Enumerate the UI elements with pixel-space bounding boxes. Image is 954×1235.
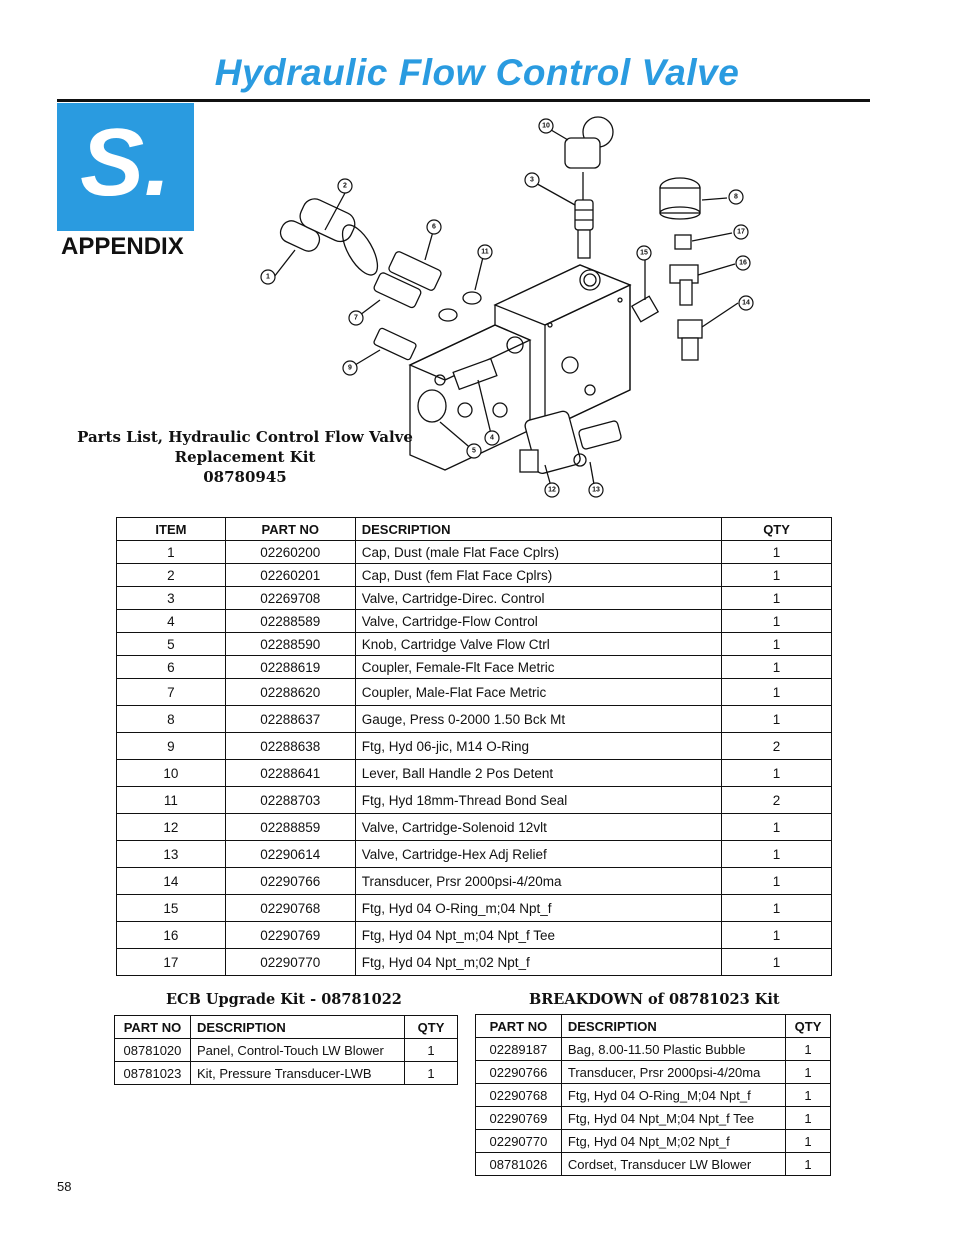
callout-14 bbox=[739, 296, 753, 310]
cell-part-no: 02269708 bbox=[225, 587, 355, 610]
cell-qty: 1 bbox=[722, 564, 832, 587]
section-letter: S. bbox=[80, 109, 171, 216]
callout-12 bbox=[545, 483, 559, 497]
cell-item: 7 bbox=[117, 679, 226, 706]
cell-item: 2 bbox=[117, 564, 226, 587]
cell-qty: 1 bbox=[786, 1061, 831, 1084]
cell-part-no: 02288638 bbox=[225, 733, 355, 760]
table-row bbox=[476, 1038, 831, 1061]
callout-3 bbox=[525, 173, 539, 187]
cell-item: 3 bbox=[117, 587, 226, 610]
svg-text:3: 3 bbox=[530, 176, 534, 184]
table-row bbox=[117, 633, 832, 656]
table-row bbox=[117, 733, 832, 760]
table-header-row bbox=[476, 1015, 831, 1038]
cell-part-no: 02288619 bbox=[225, 656, 355, 679]
cell-item: 1 bbox=[117, 541, 226, 564]
cell-description: Transducer, Prsr 2000psi-4/20ma bbox=[355, 868, 721, 895]
table-row bbox=[115, 1062, 458, 1085]
cell-part-no: 02289187 bbox=[476, 1038, 562, 1061]
section-badge bbox=[57, 103, 194, 231]
cell-description: Kit, Pressure Transducer-LWB bbox=[190, 1062, 404, 1085]
cell-description: Ftg, Hyd 04 Npt_M;02 Npt_f bbox=[561, 1130, 785, 1153]
cell-qty: 1 bbox=[722, 841, 832, 868]
cell-part-no: 02260200 bbox=[225, 541, 355, 564]
section-label: APPENDIX bbox=[61, 233, 184, 260]
table-row bbox=[117, 587, 832, 610]
cell-description: Valve, Cartridge-Direc. Control bbox=[355, 587, 721, 610]
cell-part-no: 02288637 bbox=[225, 706, 355, 733]
cell-qty: 1 bbox=[722, 814, 832, 841]
cell-description: Ftg, Hyd 04 Npt_m;04 Npt_f Tee bbox=[355, 922, 721, 949]
callout-2 bbox=[338, 179, 352, 193]
cell-description: Coupler, Male-Flat Face Metric bbox=[355, 679, 721, 706]
cell-qty: 1 bbox=[786, 1038, 831, 1061]
caption-line-2: Replacement Kit bbox=[174, 448, 316, 466]
svg-text:4: 4 bbox=[490, 434, 494, 442]
cell-part-no: 02288620 bbox=[225, 679, 355, 706]
parts-list-caption bbox=[70, 427, 420, 487]
cell-qty: 1 bbox=[722, 868, 832, 895]
pressure-gauge bbox=[660, 178, 700, 219]
cell-part-no: 02290768 bbox=[476, 1084, 562, 1107]
col-header-description: DESCRIPTION bbox=[561, 1015, 785, 1038]
table-row bbox=[476, 1084, 831, 1107]
callout-16 bbox=[736, 256, 750, 270]
callout-13 bbox=[589, 483, 603, 497]
table-row bbox=[476, 1107, 831, 1130]
svg-text:5: 5 bbox=[472, 447, 476, 455]
caption-line-1: Parts List, Hydraulic Control Flow Valve bbox=[77, 428, 413, 446]
table-row bbox=[476, 1153, 831, 1176]
breakdown-caption: BREAKDOWN of 08781023 Kit bbox=[529, 991, 780, 1008]
cell-part-no: 02288590 bbox=[225, 633, 355, 656]
cell-description: Bag, 8.00-11.50 Plastic Bubble bbox=[561, 1038, 785, 1061]
cell-description: Ftg, Hyd 06-jic, M14 O-Ring bbox=[355, 733, 721, 760]
cell-qty: 1 bbox=[722, 541, 832, 564]
callout-17 bbox=[734, 225, 748, 239]
caption-line-3: 08780945 bbox=[203, 468, 287, 486]
cell-description: Panel, Control-Touch LW Blower bbox=[190, 1039, 404, 1062]
svg-text:12: 12 bbox=[548, 486, 556, 494]
cell-part-no: 02290768 bbox=[225, 895, 355, 922]
cell-description: Valve, Cartridge-Hex Adj Relief bbox=[355, 841, 721, 868]
callout-11 bbox=[478, 245, 492, 259]
svg-text:17: 17 bbox=[737, 228, 745, 236]
title-divider bbox=[57, 99, 870, 102]
svg-text:15: 15 bbox=[640, 249, 648, 257]
callout-8 bbox=[729, 190, 743, 204]
breakdown-table bbox=[475, 1014, 831, 1176]
svg-text:16: 16 bbox=[739, 259, 747, 267]
table-row bbox=[117, 656, 832, 679]
svg-text:1: 1 bbox=[266, 273, 270, 281]
table-row bbox=[117, 868, 832, 895]
cell-qty: 1 bbox=[722, 587, 832, 610]
col-header-description: DESCRIPTION bbox=[355, 518, 721, 541]
cell-item: 9 bbox=[117, 733, 226, 760]
callout-5 bbox=[467, 444, 481, 458]
svg-text:10: 10 bbox=[542, 122, 550, 130]
table-row bbox=[117, 949, 832, 976]
cell-qty: 2 bbox=[722, 733, 832, 760]
cell-part-no: 02290769 bbox=[225, 922, 355, 949]
callout-7 bbox=[349, 311, 363, 325]
parts-list-table bbox=[116, 517, 832, 976]
cell-description: Coupler, Female-Flt Face Metric bbox=[355, 656, 721, 679]
solenoid-valve bbox=[520, 410, 622, 475]
cell-qty: 1 bbox=[722, 895, 832, 922]
cell-part-no: 02290766 bbox=[225, 868, 355, 895]
table-row bbox=[117, 679, 832, 706]
cell-item: 4 bbox=[117, 610, 226, 633]
page-number: 58 bbox=[57, 1179, 72, 1194]
ecb-kit-caption: ECB Upgrade Kit - 08781022 bbox=[166, 991, 402, 1008]
cell-qty: 1 bbox=[405, 1062, 458, 1085]
cell-qty: 1 bbox=[722, 656, 832, 679]
cell-item: 8 bbox=[117, 706, 226, 733]
cell-description: Valve, Cartridge-Flow Control bbox=[355, 610, 721, 633]
cell-part-no: 02288703 bbox=[225, 787, 355, 814]
col-header-item: ITEM bbox=[117, 518, 226, 541]
svg-text:13: 13 bbox=[592, 486, 600, 494]
col-header-qty: QTY bbox=[786, 1015, 831, 1038]
callout-15 bbox=[637, 246, 651, 260]
cell-part-no: 02288641 bbox=[225, 760, 355, 787]
cell-item: 17 bbox=[117, 949, 226, 976]
cell-part-no: 02290614 bbox=[225, 841, 355, 868]
table-header-row bbox=[117, 518, 832, 541]
callout-6 bbox=[427, 220, 441, 234]
cell-description: Knob, Cartridge Valve Flow Ctrl bbox=[355, 633, 721, 656]
col-header-description: DESCRIPTION bbox=[190, 1016, 404, 1039]
table-row bbox=[117, 610, 832, 633]
cell-qty: 1 bbox=[722, 949, 832, 976]
cell-description: Cordset, Transducer LW Blower bbox=[561, 1153, 785, 1176]
col-header-qty: QTY bbox=[405, 1016, 458, 1039]
cell-qty: 1 bbox=[405, 1039, 458, 1062]
table-row bbox=[117, 760, 832, 787]
cell-description: Lever, Ball Handle 2 Pos Detent bbox=[355, 760, 721, 787]
cell-description: Ftg, Hyd 04 Npt_M;04 Npt_f Tee bbox=[561, 1107, 785, 1130]
cell-qty: 2 bbox=[722, 787, 832, 814]
cell-part-no: 08781020 bbox=[115, 1039, 191, 1062]
cell-description: Cap, Dust (male Flat Face Cplrs) bbox=[355, 541, 721, 564]
table-row bbox=[117, 895, 832, 922]
svg-text:11: 11 bbox=[481, 248, 489, 256]
cell-item: 13 bbox=[117, 841, 226, 868]
cell-part-no: 02288589 bbox=[225, 610, 355, 633]
callout-10 bbox=[539, 119, 553, 133]
col-header-part-no: PART NO bbox=[476, 1015, 562, 1038]
ecb-kit-table bbox=[114, 1015, 458, 1085]
svg-text:2: 2 bbox=[343, 182, 347, 190]
cell-qty: 1 bbox=[722, 633, 832, 656]
cell-description: Ftg, Hyd 04 Npt_m;02 Npt_f bbox=[355, 949, 721, 976]
cell-qty: 1 bbox=[722, 706, 832, 733]
cartridge-directional bbox=[575, 200, 593, 258]
callout-1 bbox=[261, 270, 275, 284]
cell-item: 15 bbox=[117, 895, 226, 922]
cell-item: 14 bbox=[117, 868, 226, 895]
cell-description: Ftg, Hyd 18mm-Thread Bond Seal bbox=[355, 787, 721, 814]
cell-qty: 1 bbox=[786, 1084, 831, 1107]
callout-4 bbox=[485, 431, 499, 445]
table-row bbox=[117, 841, 832, 868]
table-row bbox=[117, 787, 832, 814]
table-row bbox=[117, 706, 832, 733]
svg-text:9: 9 bbox=[348, 364, 352, 372]
cell-qty: 1 bbox=[786, 1130, 831, 1153]
cell-part-no: 02290770 bbox=[225, 949, 355, 976]
couplers-left bbox=[277, 195, 481, 361]
cell-description: Ftg, Hyd 04 O-Ring_m;04 Npt_f bbox=[355, 895, 721, 922]
col-header-qty: QTY bbox=[722, 518, 832, 541]
page-title: Hydraulic Flow Control Valve bbox=[214, 52, 740, 93]
cell-part-no: 02290769 bbox=[476, 1107, 562, 1130]
table-row bbox=[117, 541, 832, 564]
cell-qty: 1 bbox=[722, 679, 832, 706]
col-header-part-no: PART NO bbox=[115, 1016, 191, 1039]
cell-description: Ftg, Hyd 04 O-Ring_M;04 Npt_f bbox=[561, 1084, 785, 1107]
cell-part-no: 08781023 bbox=[115, 1062, 191, 1085]
table-row bbox=[476, 1061, 831, 1084]
table-header-row bbox=[115, 1016, 458, 1039]
table-row bbox=[117, 814, 832, 841]
cell-description: Cap, Dust (fem Flat Face Cplrs) bbox=[355, 564, 721, 587]
cell-item: 6 bbox=[117, 656, 226, 679]
cell-qty: 1 bbox=[722, 922, 832, 949]
cell-qty: 1 bbox=[722, 610, 832, 633]
callout-9 bbox=[343, 361, 357, 375]
cell-qty: 1 bbox=[786, 1107, 831, 1130]
cell-part-no: 08781026 bbox=[476, 1153, 562, 1176]
cell-item: 12 bbox=[117, 814, 226, 841]
svg-text:8: 8 bbox=[734, 193, 738, 201]
cell-qty: 1 bbox=[786, 1153, 831, 1176]
table-row bbox=[117, 922, 832, 949]
cell-description: Transducer, Prsr 2000psi-4/20ma bbox=[561, 1061, 785, 1084]
svg-text:7: 7 bbox=[354, 314, 358, 322]
svg-text:14: 14 bbox=[742, 299, 750, 307]
cell-part-no: 02290770 bbox=[476, 1130, 562, 1153]
col-header-part-no: PART NO bbox=[225, 518, 355, 541]
cell-item: 5 bbox=[117, 633, 226, 656]
cell-item: 11 bbox=[117, 787, 226, 814]
cell-part-no: 02288859 bbox=[225, 814, 355, 841]
table-row bbox=[115, 1039, 458, 1062]
cell-qty: 1 bbox=[722, 760, 832, 787]
lever-ball-handle bbox=[565, 117, 613, 200]
table-row bbox=[117, 564, 832, 587]
table-row bbox=[476, 1130, 831, 1153]
cell-item: 10 bbox=[117, 760, 226, 787]
cell-part-no: 02290766 bbox=[476, 1061, 562, 1084]
cell-item: 16 bbox=[117, 922, 226, 949]
cell-description: Valve, Cartridge-Solenoid 12vlt bbox=[355, 814, 721, 841]
svg-text:6: 6 bbox=[432, 223, 436, 231]
cell-description: Gauge, Press 0-2000 1.50 Bck Mt bbox=[355, 706, 721, 733]
cell-part-no: 02260201 bbox=[225, 564, 355, 587]
